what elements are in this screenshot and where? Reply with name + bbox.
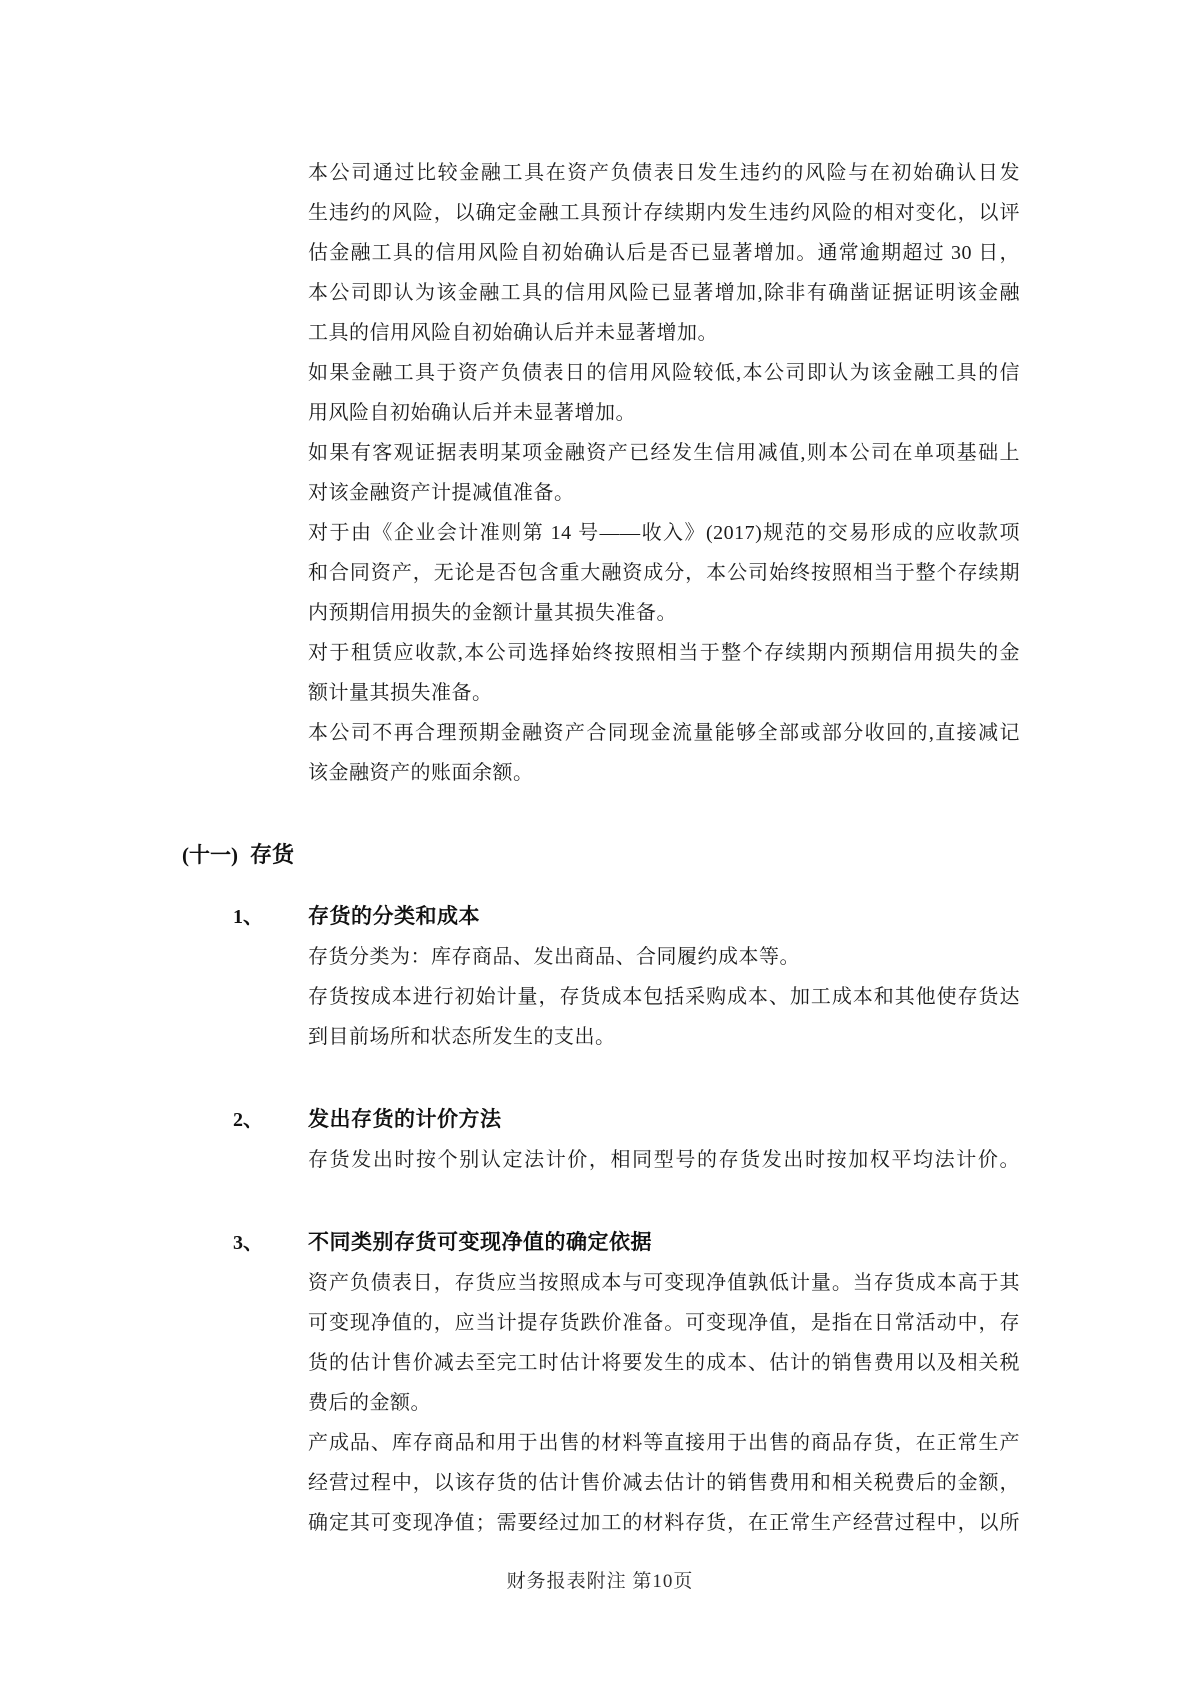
text-line: 额计量其损失准备。	[308, 682, 493, 704]
section-number: (十一)	[182, 843, 238, 867]
text-line: 存货发出时按个别认定法计价，相同型号的存货发出时按加权平均法计价。	[308, 1149, 1020, 1171]
section-inventory	[0, 835, 1200, 1543]
text-line: 生违约的风险，以确定金融工具预计存续期内发生违约风险的相对变化，以评	[308, 202, 1020, 224]
text-line: 存货分类为：库存商品、发出商品、合同履约成本等。	[308, 946, 800, 968]
section-title: 存货	[250, 842, 295, 867]
item-body	[308, 937, 1020, 1057]
item-body	[308, 1263, 1020, 1543]
text-line: 内预期信用损失的金额计量其损失准备。	[308, 602, 677, 624]
text-line: 到目前场所和状态所发生的支出。	[308, 1026, 616, 1048]
item-title: 不同类别存货可变现净值的确定依据	[308, 1231, 652, 1254]
text-line: 如果有客观证据表明某项金融资产已经发生信用减值,则本公司在单项基础上	[308, 442, 1020, 464]
text-line: 经营过程中，以该存货的估计售价减去估计的销售费用和相关税费后的金额，	[308, 1472, 1020, 1494]
item-title: 发出存货的计价方法	[308, 1108, 502, 1131]
item-heading	[233, 1223, 1200, 1263]
item-heading	[233, 1100, 1200, 1140]
text-line: 用风险自初始确认后并未显著增加。	[308, 402, 636, 424]
section-heading	[182, 835, 1200, 875]
text-line: 和合同资产，无论是否包含重大融资成分，本公司始终按照相当于整个存续期	[308, 562, 1020, 584]
text-line: 该金融资产的账面余额。	[308, 762, 534, 784]
text-line: 本公司不再合理预期金融资产合同现金流量能够全部或部分收回的,直接减记	[308, 722, 1020, 744]
item-title: 存货的分类和成本	[308, 905, 480, 928]
text-line: 确定其可变现净值；需要经过加工的材料存货，在正常生产经营过程中，以所	[308, 1512, 1020, 1534]
text-line: 费后的金额。	[308, 1392, 431, 1414]
text-line: 本公司即认为该金融工具的信用风险已显著增加,除非有确凿证据证明该金融	[308, 282, 1020, 304]
text-line: 工具的信用风险自初始确认后并未显著增加。	[308, 322, 718, 344]
section-item	[0, 1100, 1200, 1180]
page-footer: 财务报表附注 第10页	[506, 1571, 694, 1592]
text-line: 估金融工具的信用风险自初始确认后是否已显著增加。通常逾期超过 30 日，	[308, 242, 1020, 264]
section-item	[0, 897, 1200, 1057]
text-line: 资产负债表日，存货应当按照成本与可变现净值孰低计量。当存货成本高于其	[308, 1272, 1020, 1294]
text-line: 如果金融工具于资产负债表日的信用风险较低,本公司即认为该金融工具的信	[308, 362, 1020, 384]
text-line: 对于由《企业会计准则第 14 号——收入》(2017)规范的交易形成的应收款项	[308, 522, 1020, 544]
intro-paragraphs	[308, 153, 1020, 793]
text-line: 产成品、库存商品和用于出售的材料等直接用于出售的商品存货，在正常生产	[308, 1432, 1020, 1454]
item-number: 1、	[233, 906, 263, 928]
text-line: 存货按成本进行初始计量，存货成本包括采购成本、加工成本和其他使存货达	[308, 986, 1020, 1008]
text-line: 货的估计售价减去至完工时估计将要发生的成本、估计的销售费用以及相关税	[308, 1352, 1020, 1374]
item-body	[308, 1140, 1020, 1180]
text-line: 可变现净值的，应当计提存货跌价准备。可变现净值，是指在日常活动中，存	[308, 1312, 1020, 1334]
section-items	[0, 897, 1200, 1543]
text-line: 对该金融资产计提减值准备。	[308, 482, 575, 504]
section-item	[0, 1223, 1200, 1543]
item-number: 2、	[233, 1109, 263, 1131]
text-line: 本公司通过比较金融工具在资产负债表日发生违约的风险与在初始确认日发	[308, 162, 1020, 184]
item-heading	[233, 897, 1200, 937]
item-number: 3、	[233, 1232, 263, 1254]
text-line: 对于租赁应收款,本公司选择始终按照相当于整个存续期内预期信用损失的金	[308, 642, 1020, 664]
